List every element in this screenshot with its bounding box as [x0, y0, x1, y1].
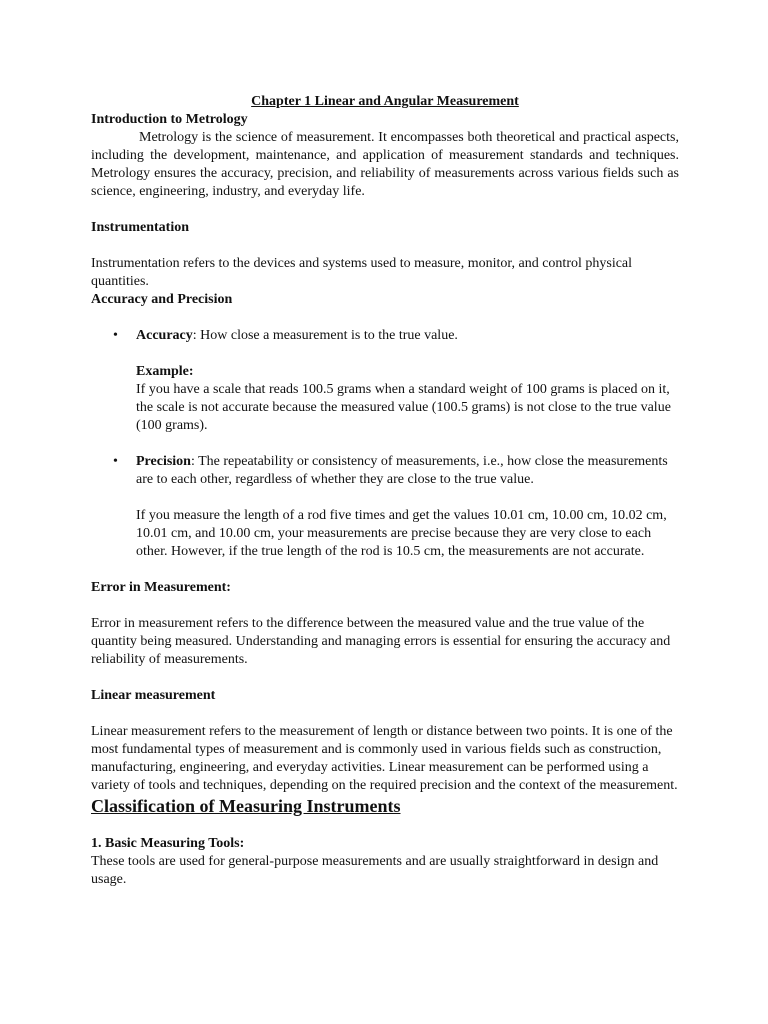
instrumentation-heading: Instrumentation — [91, 220, 190, 235]
basic-tools-paragraph: These tools are used for general-purpose measurements and are usually straightforward in design and usage. — [91, 854, 659, 887]
classification-heading: Classification of Measuring Instruments — [91, 796, 401, 816]
basic-tools-heading: 1. Basic Measuring Tools: — [91, 836, 245, 851]
linear-heading: Linear measurement — [91, 688, 216, 703]
accuracy-term: Accuracy — [136, 328, 193, 343]
chapter-title: Chapter 1 Linear and Angular Measurement — [251, 94, 519, 109]
intro-paragraph: Metrology is the science of measurement. It encompasses both theoretical and practical aspects, including the development, maintenance, and application of measurement standards and techniques. Metrology ensures the accuracy, precision, and reliability of measurements across various fields such as science, engineering, industry, and everyday life. — [91, 130, 679, 199]
linear-paragraph: Linear measurement refers to the measurement of length or distance between two points. It is one of the most fundamental types of measurement and is commonly used in various fields such as construction, manufacturing, engineering, and everyday activities. Linear measurement can be performed using a variety of tools and techniques, depending on the required precision and the context of the measurement. — [91, 724, 678, 793]
example-label: Example: — [136, 364, 194, 379]
accuracy-definition — [136, 327, 679, 345]
accuracy-def-text: : How close a measurement is to the true value. — [192, 328, 458, 343]
bullet-icon: • — [113, 328, 118, 343]
intro-heading: Introduction to Metrology — [91, 112, 248, 127]
page-content — [91, 93, 679, 889]
accuracy-precision-heading: Accuracy and Precision — [91, 292, 233, 307]
accuracy-bullet — [91, 327, 679, 435]
instrumentation-paragraph: Instrumentation refers to the devices and systems used to measure, monitor, and control physical quantities. — [91, 256, 633, 289]
precision-def-text: : The repeatability or consistency of measurements, i.e., how close the measurements are to each other, regardless of whether they are close to the true value. — [136, 454, 668, 487]
error-paragraph: Error in measurement refers to the difference between the measured value and the true value of the quantity being measured. Understanding and managing errors is essential for ensuring the accuracy and reliability of measurements. — [91, 616, 671, 667]
accuracy-example: If you have a scale that reads 100.5 grams when a standard weight of 100 grams is placed on it, the scale is not accurate because the measured value (100.5 grams) is not close to the true value (100 grams). — [136, 382, 671, 433]
bullet-icon: • — [113, 454, 118, 469]
precision-term: Precision — [136, 454, 191, 469]
error-heading: Error in Measurement: — [91, 580, 231, 595]
precision-example: If you measure the length of a rod five times and get the values 10.01 cm, 10.00 cm, 10.02 cm, 10.01 cm, and 10.00 cm, your measurements are precise because they are very close to each other. However, if the true length of the rod is 10.5 cm, the measurements are not accurate. — [136, 508, 667, 559]
precision-definition — [136, 453, 679, 489]
precision-bullet — [91, 453, 679, 561]
